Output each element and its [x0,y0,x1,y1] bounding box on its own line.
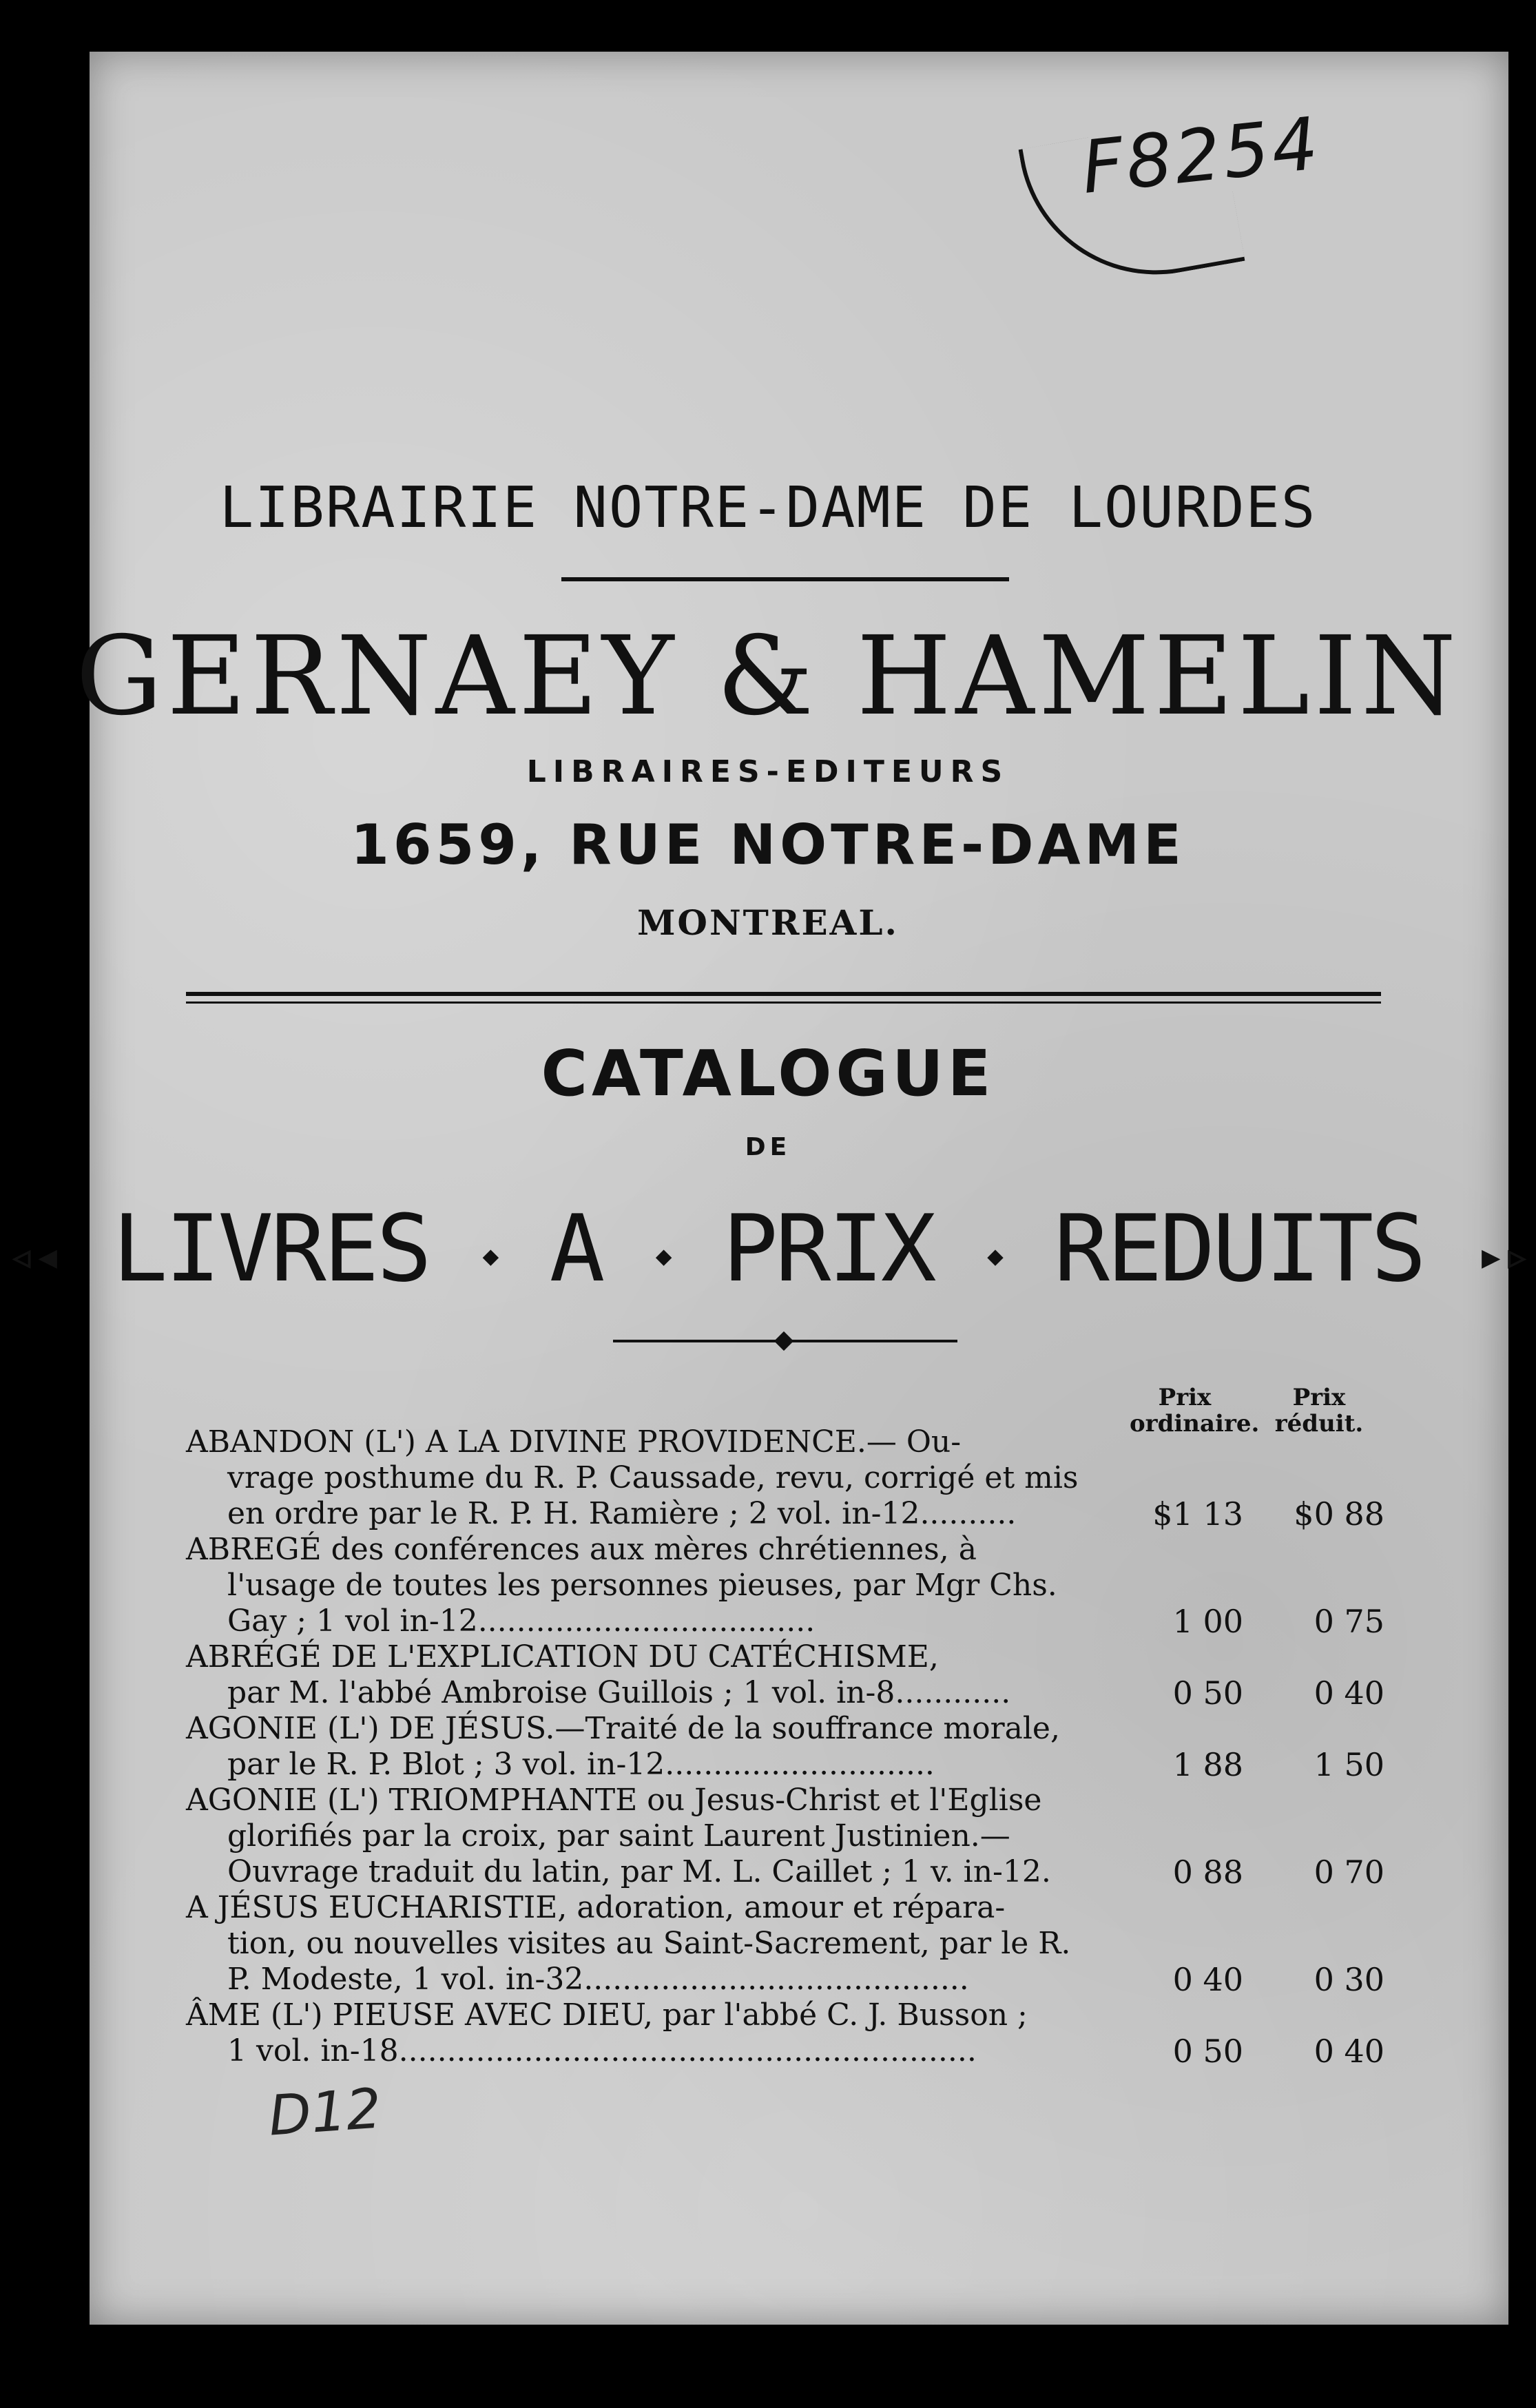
price-reduced: 0 70 [1314,1854,1384,1891]
catalogue-entry [186,1890,1384,1997]
price-reduced: 0 30 [1314,1961,1384,1998]
entry-line [186,1568,1384,1603]
handwritten-note: D12 [266,2076,384,2148]
entry-line [186,1890,1384,1926]
divider-rule [561,577,1009,581]
double-rule-bottom [186,1001,1381,1004]
price-ordinary: 1 88 [1172,1746,1243,1783]
entry-text: AGONIE (L') TRIOMPHANTE ou Jesus-Christ et l'Eglise [186,1783,1042,1818]
entry-text: glorifiés par la croix, par saint Laurent Justinien.— [227,1818,1010,1854]
entry-line [186,1424,1384,1460]
entry-line [186,1783,1384,1818]
entry-line [186,1962,1384,1997]
catalogue-de: DE [745,1133,791,1161]
column-header-line: Prix [1292,1384,1346,1411]
catalogue-entry [186,1424,1384,1532]
catalogue-entry [186,1532,1384,1639]
entry-text: ABANDON (L') A LA DIVINE PROVIDENCE.— Ou- [186,1424,962,1460]
entry-line [186,1496,1384,1532]
publisher-city: MONTREAL. [637,902,899,943]
left-ornament-icon: ◃◂ [7,1227,60,1284]
price-reduced: 1 50 [1314,1746,1384,1783]
diamond-ornament-icon: ⬩ [481,1226,497,1283]
entry-line [186,1747,1384,1783]
double-rule-top [186,992,1381,996]
catalogue-entry [186,1783,1384,1890]
shelf-mark: F8254 [1077,101,1325,210]
price-ordinary: 0 40 [1172,1961,1243,1998]
diamond-ornament-icon: ⬩ [655,1226,670,1283]
publisher-name: GERNAEY & HAMELIN [75,613,1461,740]
subtitle-word: REDUITS [1054,1195,1424,1302]
diamond-ornament-icon: ⬩ [986,1226,1001,1283]
catalogue-entry [186,1997,1384,2069]
catalogue-entries [186,1424,1384,2069]
entry-line [186,1532,1384,1568]
entry-line [186,1603,1384,1639]
price-reduced: 0 40 [1314,2033,1384,2070]
entry-line [186,1854,1384,1890]
right-ornament-icon: ▸▹ [1476,1227,1529,1284]
column-header-line: réduit. [1274,1410,1364,1437]
entry-line [186,1711,1384,1747]
entry-line [186,1675,1384,1711]
entry-text: l'usage de toutes les personnes pieuses, par Mgr Chs. [227,1568,1057,1603]
price-ordinary: $1 13 [1152,1495,1243,1533]
entry-line [186,1997,1384,2033]
entry-text: ABREGÉ des conférences aux mères chrétiennes, à [186,1532,977,1567]
price-reduced: $0 88 [1294,1495,1384,1533]
column-header-line: Prix [1158,1384,1212,1411]
entry-text: Gay ; 1 vol in-12................................... [227,1603,816,1639]
entry-text: ÂME (L') PIEUSE AVEC DIEU, par l'abbé C. J. Busson ; [186,1997,1028,2033]
entry-line [186,1926,1384,1962]
catalogue-title: CATALOGUE [541,1037,995,1110]
entry-text: Ouvrage traduit du latin, par M. L. Caillet ; 1 v. in-12. [227,1854,1051,1889]
entry-text: par M. l'abbé Ambroise Guillois ; 1 vol. in-8............ [227,1675,1011,1710]
entry-line [186,1639,1384,1675]
catalogue-entry [186,1711,1384,1783]
entry-line [186,1460,1384,1496]
price-ordinary: 0 50 [1172,2033,1243,2070]
entry-text: en ordre par le R. P. H. Ramière ; 2 vol. in-12.......... [227,1496,1017,1531]
price-ordinary: 1 00 [1172,1603,1243,1640]
entry-text: vrage posthume du R. P. Caussade, revu, corrigé et mis [227,1460,1079,1495]
catalogue-entry [186,1639,1384,1711]
price-reduced: 0 75 [1314,1603,1384,1640]
subtitle-word: PRIX [722,1195,934,1302]
publisher-address: 1659, RUE NOTRE-DAME [351,813,1185,877]
subtitle-word: A [549,1195,603,1302]
price-ordinary: 0 50 [1172,1674,1243,1712]
entry-text: par le R. P. Blot ; 3 vol. in-12............................ [227,1747,935,1782]
entry-text: 1 vol. in-18............................................................ [227,2033,977,2068]
entry-text: ABRÉGÉ DE L'EXPLICATION DU CATÉCHISME, [186,1639,939,1674]
entry-text: tion, ou nouvelles visites au Saint-Sacrement, par le R. [227,1926,1071,1961]
entry-text: A JÉSUS EUCHARISTIE, adoration, amour et répara- [186,1890,1006,1925]
price-reduced: 0 40 [1314,1674,1384,1712]
entry-text: P. Modeste, 1 vol. in-32........................................ [227,1962,969,1997]
entry-line [186,2033,1384,2069]
entry-text: AGONIE (L') DE JÉSUS.—Traité de la souffrance morale, [186,1711,1060,1746]
column-header-line: ordinaire. [1130,1410,1260,1437]
catalogue-subtitle [0,1195,1536,1302]
bookstore-name: LIBRAIRIE NOTRE-DAME DE LOURDES [219,475,1317,541]
publisher-subtitle: LIBRAIRES-EDITEURS [526,754,1010,789]
entry-line [186,1818,1384,1854]
price-ordinary: 0 88 [1172,1854,1243,1891]
subtitle-word: LIVRES [112,1195,430,1302]
